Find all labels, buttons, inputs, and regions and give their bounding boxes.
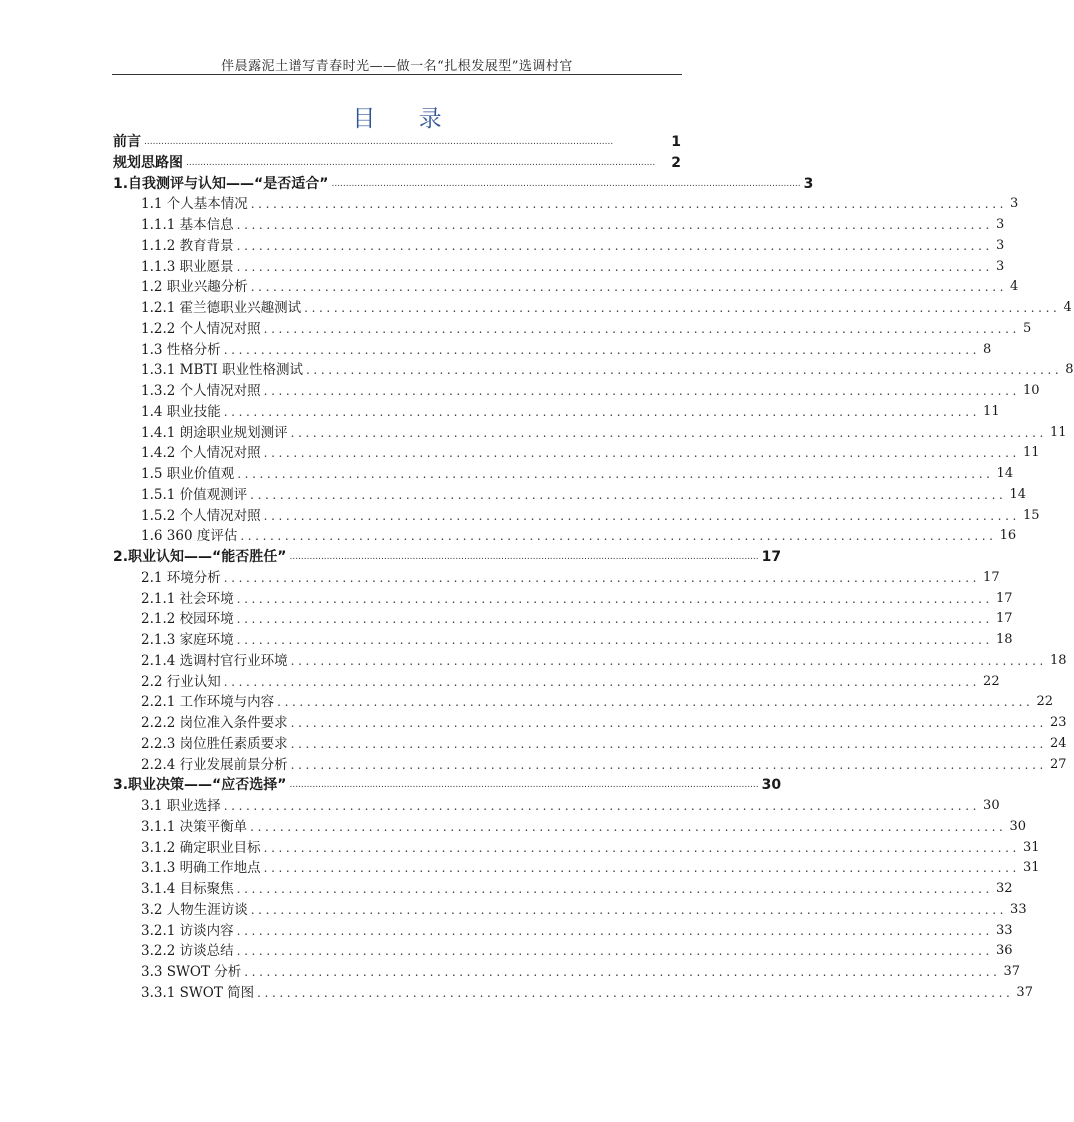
toc-entry-text: 2.2.3 岗位胜任素质要求 [141,735,288,752]
toc-entry[interactable] [113,775,782,796]
toc-page-number: 37 [1016,984,1033,1000]
toc-page-number: 1 [671,134,681,150]
toc-leader-dots: ...................................................................................................... [290,653,1047,668]
toc-page-number: 4 [1063,300,1072,315]
toc-leader-dots: ...................................................................................................... [240,529,997,544]
toc-entry[interactable] [113,817,1026,838]
toc-entry-text: 1.5.2 个人情况对照 [141,507,261,524]
toc-entry[interactable] [113,194,1019,215]
toc-leader-dots: ...................................................................................................... [250,280,1008,295]
toc-entry-text: 1.1.3 职业愿景 [141,258,234,275]
toc-leader-dots: ...................................................................................................... [290,757,1047,772]
toc-entry-text: 2.1.2 校园环境 [141,611,234,628]
toc-entry-text: 2.1.3 家庭环境 [141,632,234,648]
toc-entry-text: 1.自我测评与认知——“是否适合” [113,175,329,192]
toc-leader-dots: ...................................................................................................... [223,674,981,689]
toc-entry[interactable] [113,360,1074,381]
toc-entry-text: 3.1 职业选择 [141,798,221,814]
toc-entry[interactable] [113,277,1019,298]
toc-leader-dots: ...................................................................................................... [263,861,1020,876]
toc-entry[interactable] [113,734,1067,755]
toc-entry-text: 2.1 环境分析 [141,569,221,586]
toc-page-number: 17 [983,569,1000,585]
toc-leader-dots: ...................................................................................................... [290,716,1047,730]
toc-entry-text: 3.1.3 明确工作地点 [141,860,261,877]
toc-page-number: 24 [1049,735,1067,751]
toc-leader-dots: ...................................................................................................... [236,238,993,253]
toc-entry[interactable] [113,215,1005,236]
toc-leader-dots: ...................................................................................................... [257,985,1014,1000]
toc-leader-dots: .................................................................................................................................................................... [289,780,759,791]
header-divider [112,74,682,75]
toc-entry[interactable] [113,526,1017,547]
toc-page-number: 11 [1049,424,1067,440]
toc-entry-text: 1.3.1 MBTI 职业性格测试 [141,362,304,379]
toc-entry[interactable] [113,568,1000,589]
toc-entry[interactable] [113,132,681,153]
toc-entry-text: 1.2 职业兴趣分析 [141,279,248,296]
toc-entry[interactable] [113,174,814,195]
toc-entry[interactable] [113,630,1013,651]
toc-title: 目 录 [352,106,460,132]
table-of-contents [113,132,1074,1004]
toc-entry-text: 3.3.1 SWOT 简图 [141,984,255,1001]
toc-leader-dots: ...................................................................................................... [304,301,1061,315]
toc-entry-text: 2.2 行业认知 [141,673,221,690]
toc-entry-text: 3.1.4 目标聚焦 [141,881,234,897]
toc-entry-text: 2.2.1 工作环境与内容 [141,694,275,711]
toc-entry-text: 2.2.2 岗位准入条件要求 [141,715,288,731]
toc-page-number: 2 [671,154,681,171]
toc-entry-text: 2.1.1 社会环境 [141,590,234,607]
toc-entry[interactable] [113,858,1040,879]
toc-page-number: 37 [1003,964,1021,979]
toc-entry-text: 2.1.4 选调村官行业环境 [141,652,288,669]
toc-leader-dots: ...................................................................................................... [290,425,1047,440]
toc-page-number: 14 [996,466,1014,481]
toc-entry[interactable] [113,423,1067,444]
toc-leader-dots: ...................................................................................................... [306,363,1063,378]
toc-page-number: 22 [1036,694,1053,710]
toc-page-number: 30 [983,798,1000,813]
toc-leader-dots: .................................................................................................................................................................... [331,178,801,189]
toc-entry[interactable] [113,381,1040,402]
toc-leader-dots: .................................................................................................................................................................... [186,157,656,168]
toc-page-number: 14 [1009,486,1026,502]
toc-page-number: 10 [1022,383,1040,398]
toc-page-number: 36 [995,943,1013,959]
toc-page-number: 3 [995,258,1005,274]
toc-entry-text: 规划思路图 [113,154,183,171]
toc-leader-dots: ...................................................................................................... [263,840,1020,855]
toc-entry-text: 3.2.1 访谈内容 [141,922,234,939]
toc-entry[interactable] [113,838,1040,859]
toc-page-number: 11 [1022,445,1040,461]
toc-page-number: 30 [1009,818,1026,834]
toc-entry-text: 3.2.2 访谈总结 [141,943,234,960]
toc-entry[interactable] [113,589,1013,610]
toc-leader-dots: ...................................................................................................... [250,487,1007,502]
toc-entry-text: 2.2.4 行业发展前景分析 [141,756,288,773]
toc-entry[interactable] [113,298,1072,319]
toc-page-number: 11 [983,403,1000,419]
toc-leader-dots: ...................................................................................................... [223,799,981,813]
toc-leader-dots: ...................................................................................................... [263,446,1020,461]
toc-leader-dots: ...................................................................................................... [236,259,993,274]
toc-entry[interactable] [113,464,1014,485]
toc-entry[interactable] [113,921,1013,942]
toc-leader-dots: ...................................................................................................... [263,321,1020,336]
toc-entry-text: 1.4.2 个人情况对照 [141,445,261,462]
toc-entry[interactable] [113,547,782,568]
toc-page-number: 30 [761,777,782,794]
toc-page-number: 4 [1010,279,1019,295]
toc-entry-text: 1.1 个人基本情况 [141,196,248,213]
toc-entry-text: 1.2.2 个人情况对照 [141,320,261,337]
toc-entry-text: 1.2.1 霍兰德职业兴趣测试 [141,300,302,316]
toc-page-number: 23 [1049,715,1067,730]
toc-entry[interactable] [113,402,1000,423]
toc-leader-dots: ...................................................................................................... [236,612,993,627]
toc-page-number: 17 [995,611,1013,627]
toc-page-number: 17 [761,549,782,565]
toc-page-number: 18 [1049,652,1067,668]
toc-entry[interactable] [113,879,1013,900]
toc-entry[interactable] [113,153,681,174]
toc-entry[interactable] [113,713,1067,734]
toc-leader-dots: ...................................................................................................... [236,944,993,959]
toc-leader-dots: ...................................................................................................... [263,384,1020,398]
toc-page-number: 15 [1022,507,1040,523]
toc-page-number: 33 [995,922,1013,938]
toc-leader-dots: ...................................................................................................... [277,695,1034,710]
toc-entry-text: 3.1.2 确定职业目标 [141,839,261,856]
toc-entry[interactable] [113,900,1027,921]
toc-entry[interactable] [113,692,1053,713]
toc-leader-dots: ...................................................................................................... [250,902,1008,917]
toc-leader-dots: ...................................................................................................... [236,591,993,606]
toc-entry[interactable] [113,941,1013,962]
toc-entry-text: 1.6 360 度评估 [141,528,238,545]
toc-leader-dots: ...................................................................................................... [290,736,1047,751]
toc-entry-text: 1.1.2 教育背景 [141,237,234,254]
toc-page-number: 3 [803,175,814,192]
toc-page-number: 32 [995,881,1013,896]
toc-leader-dots: ...................................................................................................... [236,882,993,896]
toc-entry[interactable] [113,983,1033,1004]
toc-entry[interactable] [113,485,1026,506]
running-header: 伴晨露泥土谱写青春时光——做一名“扎根发展型”选调村官 [221,59,573,74]
toc-leader-dots: .................................................................................................................................................................... [144,137,614,147]
toc-page-number: 5 [1022,320,1032,336]
toc-leader-dots: ...................................................................................................... [223,570,981,585]
toc-page-number: 3 [995,217,1005,232]
toc-leader-dots: ...................................................................................................... [223,404,981,419]
toc-page-number: 17 [995,590,1013,606]
toc-entry-text: 3.2 人物生涯访谈 [141,901,248,918]
toc-entry[interactable] [113,236,1005,257]
toc-leader-dots: ...................................................................................................... [236,633,993,647]
toc-entry-text: 1.4 职业技能 [141,403,221,420]
toc-entry-text: 1.5 职业价值观 [141,466,235,482]
toc-leader-dots: ...................................................................................................... [263,508,1020,523]
toc-leader-dots: ...................................................................................................... [237,467,994,481]
toc-entry[interactable] [113,609,1013,630]
toc-leader-dots: ...................................................................................................... [244,965,1001,979]
toc-entry-text: 1.1.1 基本信息 [141,217,234,233]
toc-page-number: 22 [983,673,1000,689]
toc-entry-text: 3.1.1 决策平衡单 [141,818,248,835]
toc-entry[interactable] [113,340,992,361]
toc-entry[interactable] [113,796,1000,817]
toc-entry[interactable] [113,506,1040,527]
toc-entry[interactable] [113,651,1067,672]
toc-entry-text: 前言 [113,134,141,150]
toc-entry-text: 1.4.1 朗途职业规划测评 [141,424,288,441]
toc-entry[interactable] [113,257,1005,278]
toc-page-number: 8 [1065,362,1074,378]
toc-page-number: 33 [1010,901,1027,917]
toc-leader-dots: ...................................................................................................... [250,197,1008,212]
toc-page-number: 8 [983,341,992,357]
toc-entry-text: 1.5.1 价值观测评 [141,486,248,503]
toc-page-number: 18 [995,632,1013,647]
toc-leader-dots: ...................................................................................................... [223,342,981,357]
toc-entry[interactable] [113,319,1032,340]
toc-entry-text: 3.职业决策——“应否选择” [113,777,287,794]
toc-entry-text: 1.3 性格分析 [141,341,221,358]
toc-leader-dots: .................................................................................................................................................................... [289,552,759,562]
toc-page-number: 31 [1022,860,1040,876]
toc-page-number: 27 [1049,756,1067,772]
toc-entry[interactable] [113,755,1067,776]
toc-page-number: 16 [999,528,1017,544]
toc-page-number: 3 [1010,196,1019,212]
toc-entry-text: 1.3.2 个人情况对照 [141,383,261,399]
toc-page-number: 3 [995,237,1005,253]
toc-leader-dots: ...................................................................................................... [236,923,993,938]
toc-entry[interactable] [113,443,1040,464]
toc-page-number: 31 [1022,839,1040,855]
toc-entry[interactable] [113,962,1021,983]
toc-leader-dots: ...................................................................................................... [236,218,993,232]
toc-leader-dots: ...................................................................................................... [250,819,1007,834]
toc-entry-text: 3.3 SWOT 分析 [141,964,242,980]
toc-entry-text: 2.职业认知——“能否胜任” [113,549,287,565]
toc-entry[interactable] [113,672,1000,693]
